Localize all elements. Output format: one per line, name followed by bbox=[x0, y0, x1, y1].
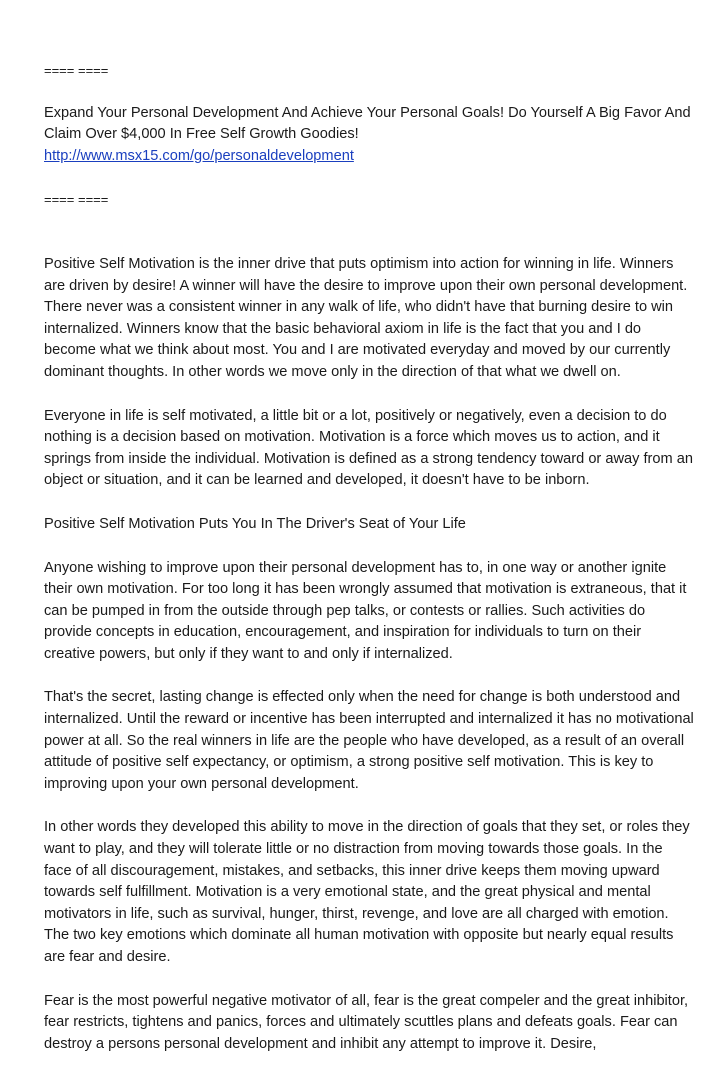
separator-bottom: ==== ==== bbox=[44, 192, 109, 208]
promo-block bbox=[44, 103, 694, 168]
separator-top: ==== ==== bbox=[44, 63, 109, 78]
paragraph: That's the secret, lasting change is effected only when the need for change is both understood and internalized. Until the reward or incentive has been interrupted and internalized it has no motivational power at all. So the real winners in life are the people who have developed, as a result of an overall attitude of positive self expectancy, or optimism, a strong positive self motivation. This is key to improving upon your own personal development. bbox=[44, 689, 694, 792]
paragraph: Anyone wishing to improve upon their personal development has to, in one way or another ignite their own motivation. For too long it has been wrongly assumed that motivation is extraneous, that it can be pumped in from the outside through pep talks, or contests or rallies. Such activities do provide concepts in education, encouragement, and inspiration for individuals to turn on their creative powers, but only if they want to and only if internalized. bbox=[44, 559, 687, 662]
document-page bbox=[44, 60, 694, 1077]
paragraph: Everyone in life is self motivated, a little bit or a lot, positively or negatively, even a decision to do nothing is a decision based on motivation. Motivation is a force which moves us to action, and it springs from inside the individual. Motivation is defined as a strong tendency toward or away from an object or situation, and it can be learned and developed, it doesn't have to be inborn. bbox=[44, 407, 693, 489]
paragraph: In other words they developed this ability to move in the direction of goals that they set, or roles they want to play, and they will tolerate little or no distraction from moving towards those goals. In the face of all discouragement, mistakes, and setbacks, this inner drive keeps them moving upward towards self fulfillment. Motivation is a very emotional state, and the great physical and mental motivators in life, such as survival, hunger, thirst, revenge, and love are all charged with emotion. The two key emotions which dominate all human motivation with opposite but nearly equal results are fear and desire. bbox=[44, 819, 690, 965]
paragraph: Positive Self Motivation is the inner drive that puts optimism into action for winning in life. Winners are driven by desire! A winner will have the desire to improve upon their own personal development. There never was a consistent winner in any walk of life, who didn't have that burning desire to win internalized. Winners know that the basic behavioral axiom in life is the fact that you and I do become what we think about most. You and I are motivated everyday and moved by our currently dominant thoughts. In other words we move only in the direction of that what we dwell on. bbox=[44, 255, 688, 380]
paragraph: Fear is the most powerful negative motivator of all, fear is the great compeler and the great inhibitor, fear restricts, tightens and panics, forces and ultimately scuttles plans and defeats goals. Fear can destroy a persons personal development and inhibit any attempt to improve it. Desire, bbox=[44, 992, 689, 1052]
section-heading: Positive Self Motivation Puts You In The Driver's Seat of Your Life bbox=[44, 515, 466, 532]
promo-text: Expand Your Personal Development And Achieve Your Personal Goals! Do Yourself A Big Favor And Claim Over $4,000 In Free Self Growth Goodies! bbox=[44, 104, 691, 143]
promo-link[interactable]: http://www.msx15.com/go/personaldevelopment bbox=[44, 147, 354, 164]
